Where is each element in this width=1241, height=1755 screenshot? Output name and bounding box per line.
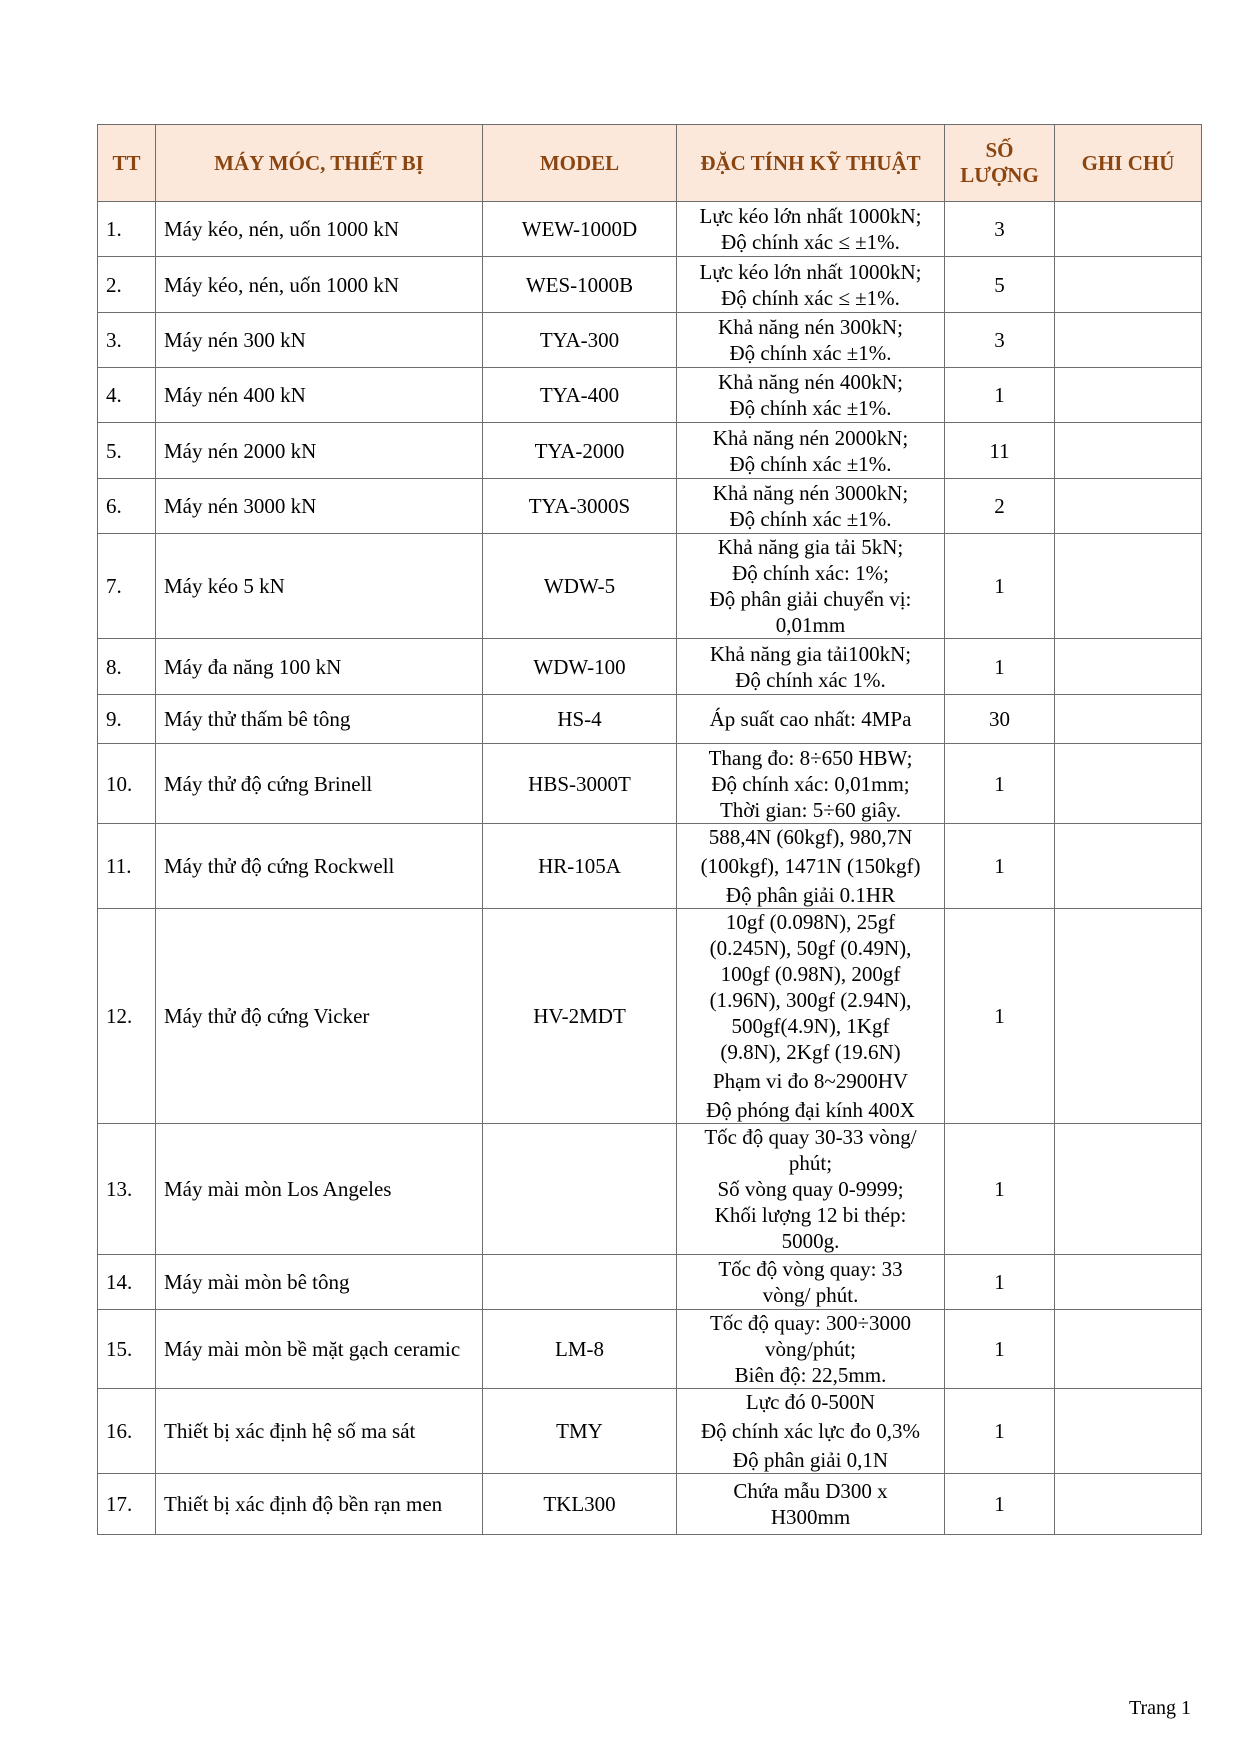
equipment-name: Thiết bị xác định độ bền rạn men: [156, 1474, 483, 1535]
note-cell: [1055, 1389, 1202, 1474]
header-quantity-line2: LƯỢNG: [960, 163, 1039, 187]
spec-line: Độ chính xác 1%.: [735, 667, 886, 692]
table-row: [98, 909, 1202, 1124]
quantity-cell: 3: [945, 202, 1055, 257]
table-row: [98, 1389, 1202, 1474]
quantity-cell: 3: [945, 313, 1055, 368]
note-cell: [1055, 257, 1202, 313]
table-row: [98, 639, 1202, 695]
spec-line: Tốc độ vòng quay: 33: [718, 1257, 903, 1281]
equipment-table: [97, 124, 1202, 1535]
note-cell: [1055, 423, 1202, 479]
spec-line: 0,01mm: [775, 613, 846, 637]
quantity-cell: 1: [945, 534, 1055, 639]
header-tt: TT: [98, 125, 156, 202]
equipment-name: Máy thử thấm bê tông: [156, 695, 483, 744]
spec-line: Số vòng quay 0-9999;: [717, 1177, 904, 1201]
table-row: [98, 368, 1202, 423]
row-number: 7.: [98, 534, 156, 639]
model-cell: HS-4: [483, 695, 677, 744]
specs-cell: [677, 1255, 945, 1310]
specs-cell: [677, 695, 945, 744]
spec-line: Khả năng nén 400kN;: [718, 370, 903, 394]
spec-line: H300mm: [770, 1505, 851, 1529]
note-cell: [1055, 202, 1202, 257]
note-cell: [1055, 368, 1202, 423]
note-cell: [1055, 1474, 1202, 1535]
spec-line: Độ chính xác ≤ ±1%.: [721, 230, 900, 254]
equipment-name: Máy nén 400 kN: [156, 368, 483, 423]
equipment-name: Máy nén 300 kN: [156, 313, 483, 368]
quantity-cell: 5: [945, 257, 1055, 313]
equipment-name: Máy đa năng 100 kN: [156, 639, 483, 695]
spec-line: Khả năng nén 3000kN;: [712, 481, 909, 505]
specs-cell: [677, 534, 945, 639]
row-number: 11.: [98, 824, 156, 909]
spec-line: Phạm vi đo 8~2900HV: [712, 1069, 909, 1093]
header-quantity-line1: SỐ: [985, 138, 1014, 162]
equipment-name: Máy kéo 5 kN: [156, 534, 483, 639]
model-cell: HV-2MDT: [483, 909, 677, 1124]
model-cell: WDW-5: [483, 534, 677, 639]
table-row: [98, 257, 1202, 313]
spec-line: Độ phân giải chuyển vị:: [709, 587, 912, 611]
model-cell: HR-105A: [483, 824, 677, 909]
model-cell: LM-8: [483, 1310, 677, 1389]
row-number: 17.: [98, 1474, 156, 1535]
row-number: 12.: [98, 909, 156, 1124]
quantity-cell: 1: [945, 1474, 1055, 1535]
spec-line: 500gf(4.9N), 1Kgf: [731, 1014, 890, 1038]
spec-line: Khả năng gia tải 5kN;: [717, 535, 904, 559]
row-number: 1.: [98, 202, 156, 257]
row-number: 14.: [98, 1255, 156, 1310]
model-cell: TYA-300: [483, 313, 677, 368]
spec-line: Độ chính xác lực đo 0,3%: [701, 1419, 920, 1443]
quantity-cell: 1: [945, 1124, 1055, 1255]
row-number: 9.: [98, 695, 156, 744]
row-number: 10.: [98, 744, 156, 824]
spec-line: (0.245N), 50gf (0.49N),: [709, 936, 912, 960]
spec-line: (1.96N), 300gf (2.94N),: [709, 988, 912, 1012]
equipment-name: Máy thử độ cứng Brinell: [156, 744, 483, 824]
spec-line: Khối lượng 12 bi thép:: [714, 1203, 907, 1227]
quantity-cell: 30: [945, 695, 1055, 744]
specs-cell: [677, 257, 945, 313]
quantity-cell: 1: [945, 639, 1055, 695]
spec-line: Khả năng gia tải100kN;: [709, 641, 912, 666]
header-note: GHI CHÚ: [1055, 125, 1202, 202]
quantity-cell: 1: [945, 744, 1055, 824]
model-cell: TYA-2000: [483, 423, 677, 479]
quantity-cell: 1: [945, 1310, 1055, 1389]
spec-line: Khả năng nén 2000kN;: [712, 425, 909, 450]
equipment-name: Máy nén 3000 kN: [156, 479, 483, 534]
spec-line: Biên độ: 22,5mm.: [734, 1363, 887, 1387]
table-row: [98, 1474, 1202, 1535]
specs-cell: [677, 423, 945, 479]
specs-cell: [677, 479, 945, 534]
note-cell: [1055, 695, 1202, 744]
spec-line: Áp suất cao nhất: 4MPa: [709, 707, 912, 731]
specs-cell: [677, 1474, 945, 1535]
specs-cell: [677, 1124, 945, 1255]
spec-line: Độ phóng đại kính 400X: [706, 1098, 915, 1122]
table-row: [98, 824, 1202, 909]
note-cell: [1055, 1124, 1202, 1255]
page-number: Trang 1: [1128, 1697, 1191, 1719]
spec-line: Tốc độ quay 30-33 vòng/: [704, 1125, 917, 1149]
table-row: [98, 534, 1202, 639]
spec-line: Độ chính xác: 0,01mm;: [711, 771, 910, 796]
row-number: 16.: [98, 1389, 156, 1474]
specs-cell: [677, 744, 945, 824]
spec-line: 588,4N (60kgf), 980,7N: [708, 825, 913, 849]
row-number: 3.: [98, 313, 156, 368]
spec-line: vòng/ phút.: [762, 1283, 859, 1307]
quantity-cell: 1: [945, 1389, 1055, 1474]
spec-line: Độ chính xác: 1%;: [732, 561, 889, 585]
note-cell: [1055, 824, 1202, 909]
note-cell: [1055, 744, 1202, 824]
specs-cell: [677, 824, 945, 909]
table-header-row: [98, 125, 1202, 202]
spec-line: (9.8N), 2Kgf (19.6N): [720, 1040, 901, 1064]
specs-cell: [677, 1389, 945, 1474]
equipment-name: Máy mài mòn bề mặt gạch ceramic: [156, 1310, 483, 1389]
table-row: [98, 313, 1202, 368]
note-cell: [1055, 313, 1202, 368]
spec-line: 10gf (0.098N), 25gf: [725, 910, 896, 934]
table-row: [98, 1124, 1202, 1255]
row-number: 4.: [98, 368, 156, 423]
note-cell: [1055, 909, 1202, 1124]
row-number: 15.: [98, 1310, 156, 1389]
quantity-cell: 1: [945, 368, 1055, 423]
table-row: [98, 695, 1202, 744]
equipment-name: Máy mài mòn bê tông: [156, 1255, 483, 1310]
table-body: [98, 202, 1202, 1535]
spec-line: Thời gian: 5÷60 giây.: [719, 797, 902, 822]
note-cell: [1055, 1255, 1202, 1310]
model-cell: WEW-1000D: [483, 202, 677, 257]
equipment-name: Máy kéo, nén, uốn 1000 kN: [156, 202, 483, 257]
spec-line: Độ phân giải 0,1N: [732, 1448, 889, 1472]
spec-line: (100kgf), 1471N (150kgf): [700, 854, 921, 878]
note-cell: [1055, 1310, 1202, 1389]
specs-cell: [677, 313, 945, 368]
header-model: MODEL: [483, 125, 677, 202]
specs-cell: [677, 1310, 945, 1389]
specs-cell: [677, 202, 945, 257]
spec-line: Lực kéo lớn nhất 1000kN;: [699, 259, 922, 284]
spec-line: Độ chính xác ≤ ±1%.: [721, 285, 900, 310]
note-cell: [1055, 534, 1202, 639]
table-row: [98, 1310, 1202, 1389]
header-specs: ĐẶC TÍNH KỸ THUẬT: [677, 125, 945, 202]
equipment-name: Máy kéo, nén, uốn 1000 kN: [156, 257, 483, 313]
spec-line: 100gf (0.98N), 200gf: [720, 962, 901, 986]
row-number: 13.: [98, 1124, 156, 1255]
table-row: [98, 479, 1202, 534]
spec-line: Thang đo: 8÷650 HBW;: [708, 745, 913, 770]
header-equipment: MÁY MÓC, THIẾT BỊ: [156, 125, 483, 202]
spec-line: Lực kéo lớn nhất 1000kN;: [699, 204, 922, 228]
table-row: [98, 423, 1202, 479]
model-cell: WES-1000B: [483, 257, 677, 313]
specs-cell: [677, 639, 945, 695]
row-number: 5.: [98, 423, 156, 479]
table-row: [98, 1255, 1202, 1310]
row-number: 8.: [98, 639, 156, 695]
spec-line: phút;: [788, 1151, 833, 1175]
spec-line: Khả năng nén 300kN;: [718, 315, 903, 339]
spec-line: Độ chính xác ±1%.: [729, 507, 892, 531]
note-cell: [1055, 479, 1202, 534]
model-cell: [483, 1255, 677, 1310]
row-number: 2.: [98, 257, 156, 313]
model-cell: HBS-3000T: [483, 744, 677, 824]
quantity-cell: 2: [945, 479, 1055, 534]
spec-line: vòng/phút;: [764, 1337, 856, 1361]
equipment-name: Máy thử độ cứng Rockwell: [156, 824, 483, 909]
quantity-cell: 1: [945, 1255, 1055, 1310]
model-cell: [483, 1124, 677, 1255]
specs-cell: [677, 368, 945, 423]
equipment-name: Máy nén 2000 kN: [156, 423, 483, 479]
specs-cell: [677, 909, 945, 1124]
spec-line: Độ chính xác ±1%.: [729, 396, 892, 420]
model-cell: TYA-3000S: [483, 479, 677, 534]
table-row: [98, 202, 1202, 257]
model-cell: WDW-100: [483, 639, 677, 695]
equipment-name: Máy thử độ cứng Vicker: [156, 909, 483, 1124]
quantity-cell: 1: [945, 909, 1055, 1124]
equipment-name: Máy mài mòn Los Angeles: [156, 1124, 483, 1255]
model-cell: TMY: [483, 1389, 677, 1474]
model-cell: TKL300: [483, 1474, 677, 1535]
spec-line: Độ chính xác ±1%.: [729, 341, 892, 365]
row-number: 6.: [98, 479, 156, 534]
header-quantity: [945, 125, 1055, 202]
spec-line: Độ phân giải 0.1HR: [725, 883, 896, 907]
spec-line: Lực đó 0-500N: [745, 1390, 876, 1414]
note-cell: [1055, 639, 1202, 695]
quantity-cell: 1: [945, 824, 1055, 909]
model-cell: TYA-400: [483, 368, 677, 423]
spec-line: Độ chính xác ±1%.: [729, 451, 892, 476]
equipment-name: Thiết bị xác định hệ số ma sát: [156, 1389, 483, 1474]
spec-line: Tốc độ quay: 300÷3000: [709, 1311, 912, 1335]
spec-line: 5000g.: [781, 1229, 840, 1253]
quantity-cell: 11: [945, 423, 1055, 479]
table-row: [98, 744, 1202, 824]
spec-line: Chứa mẫu D300 x: [733, 1479, 888, 1503]
